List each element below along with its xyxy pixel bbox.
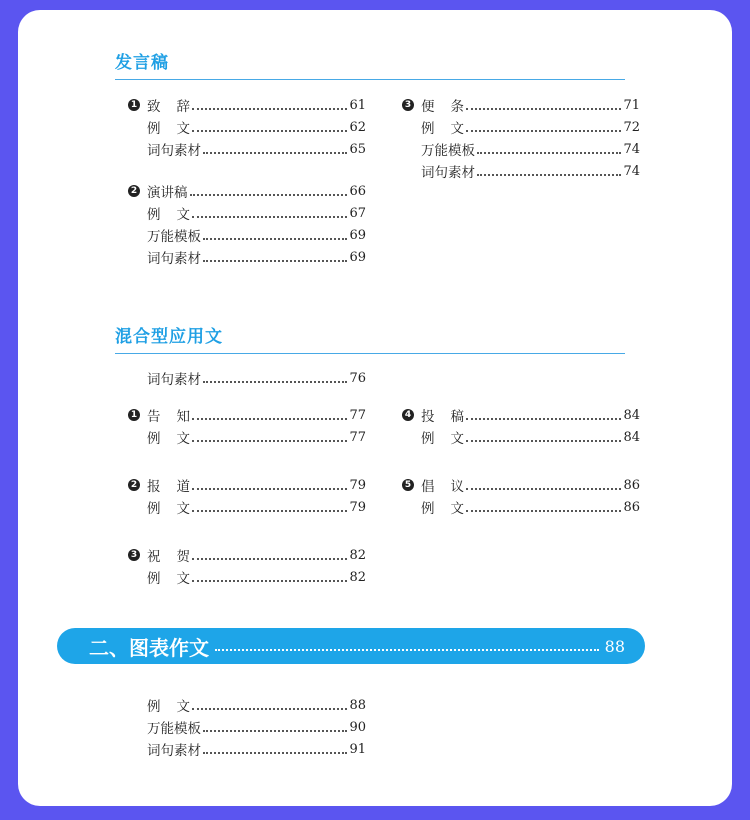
- toc-entry-label: 例文: [147, 501, 206, 517]
- chapter-page: 88: [604, 636, 625, 656]
- toc-group: [128, 404, 366, 448]
- toc-entry-label: 例文: [147, 121, 206, 137]
- toc-entry[interactable]: [402, 496, 640, 518]
- leader-dots: [466, 510, 621, 512]
- chapter-entries: [128, 694, 366, 760]
- leader-dots: [190, 194, 348, 196]
- toc-entry-label: 演讲稿: [147, 185, 188, 201]
- toc-entry-page: 72: [623, 119, 640, 135]
- leader-dots: [466, 488, 621, 490]
- toc-entry-page: 61: [349, 97, 366, 113]
- leader-dots: [192, 488, 347, 490]
- toc-entry[interactable]: [128, 426, 366, 448]
- entry-number-badge: 2: [128, 185, 140, 197]
- toc-entry-page: 77: [349, 407, 366, 423]
- leader-dots: [192, 510, 347, 512]
- toc-entry-page: 69: [349, 249, 366, 265]
- leader-dots: [203, 752, 347, 754]
- toc-column-left: [128, 404, 366, 614]
- toc-group: [402, 474, 640, 518]
- toc-entry[interactable]: [128, 202, 366, 224]
- toc-entry-label: 词句素材: [421, 165, 475, 181]
- toc-entry-page: 79: [349, 499, 366, 515]
- toc-entry-label: 词句素材: [147, 372, 201, 388]
- toc-entry-page: 82: [349, 569, 366, 585]
- toc-entry[interactable]: [128, 367, 366, 389]
- toc-entry[interactable]: [128, 246, 366, 268]
- entry-number-badge: 1: [128, 409, 140, 421]
- toc-entry-label: 例文: [421, 121, 480, 137]
- toc-entry[interactable]: [402, 404, 640, 426]
- leader-dots: [192, 440, 347, 442]
- leader-dots: [203, 238, 347, 240]
- leader-dots: [466, 418, 621, 420]
- toc-entry[interactable]: [128, 180, 366, 202]
- toc-entry[interactable]: [128, 94, 366, 116]
- toc-entry-page: 82: [349, 547, 366, 563]
- toc-entry[interactable]: [128, 566, 366, 588]
- toc-entry-label: 例文: [421, 501, 480, 517]
- leader-dots: [192, 558, 347, 560]
- leader-dots: [215, 649, 599, 651]
- toc-entry-page: 90: [349, 719, 366, 735]
- toc-entry[interactable]: [128, 116, 366, 138]
- toc-entry[interactable]: [402, 138, 640, 160]
- toc-group: [402, 404, 640, 448]
- toc-entry-label: 告知: [147, 409, 206, 425]
- leader-dots: [466, 440, 621, 442]
- toc-entry-label: 致辞: [147, 99, 206, 115]
- toc-entry[interactable]: [128, 496, 366, 518]
- toc-entry-label: 例文: [147, 431, 206, 447]
- toc-entry-label: 祝贺: [147, 549, 206, 565]
- toc-entry[interactable]: [128, 404, 366, 426]
- leader-dots: [203, 730, 347, 732]
- leader-dots: [203, 260, 347, 262]
- toc-group: [128, 544, 366, 588]
- toc-entry-page: 88: [349, 697, 366, 713]
- toc-entry-label: 例文: [147, 207, 206, 223]
- toc-entry-page: 76: [349, 370, 366, 386]
- toc-entry-label: 报道: [147, 479, 206, 495]
- toc-entry-page: 86: [623, 499, 640, 515]
- entry-number-badge: 3: [402, 99, 414, 111]
- toc-entry[interactable]: [402, 94, 640, 116]
- toc-column-right: [402, 404, 640, 544]
- entry-number-badge: 5: [402, 479, 414, 491]
- toc-entry-label: 词句素材: [147, 143, 201, 159]
- leader-dots: [466, 130, 621, 132]
- toc-entry-label: 万能模板: [147, 721, 201, 737]
- toc-entry-page: 84: [623, 407, 640, 423]
- toc-entry[interactable]: [128, 474, 366, 496]
- leader-dots: [192, 130, 347, 132]
- toc-entry-label: 例文: [421, 431, 480, 447]
- toc-column-left: [128, 94, 366, 288]
- toc-entry-page: 67: [349, 205, 366, 221]
- section-title-mixed: 混合型应用文: [115, 322, 625, 354]
- leader-dots: [466, 108, 621, 110]
- leader-dots: [192, 708, 347, 710]
- toc-entry-label: 倡议: [421, 479, 480, 495]
- leader-dots: [203, 152, 347, 154]
- toc-entry[interactable]: [402, 474, 640, 496]
- leader-dots: [192, 108, 347, 110]
- toc-group: [128, 180, 366, 268]
- toc-entry-page: 77: [349, 429, 366, 445]
- leader-dots: [192, 216, 347, 218]
- toc-entry-page: 84: [623, 429, 640, 445]
- entry-number-badge: 2: [128, 479, 140, 491]
- toc-entry[interactable]: [402, 426, 640, 448]
- entry-number-badge: 3: [128, 549, 140, 561]
- leader-dots: [477, 174, 621, 176]
- leader-dots: [192, 418, 347, 420]
- toc-entry[interactable]: [128, 544, 366, 566]
- toc-entry-label: 例文: [147, 699, 206, 715]
- chapter-banner[interactable]: [57, 628, 645, 664]
- toc-intro-row: [128, 367, 366, 389]
- toc-entry-page: 91: [349, 741, 366, 757]
- chapter-title: 二、图表作文: [89, 635, 209, 660]
- toc-entry-label: 词句素材: [147, 251, 201, 267]
- toc-entry[interactable]: [128, 138, 366, 160]
- leader-dots: [477, 152, 621, 154]
- toc-entry-label: 万能模板: [147, 229, 201, 245]
- entry-number-badge: 1: [128, 99, 140, 111]
- toc-entry-label: 投稿: [421, 409, 480, 425]
- toc-entry-label: 万能模板: [421, 143, 475, 159]
- toc-column-right: [402, 94, 640, 202]
- toc-entry[interactable]: [128, 224, 366, 246]
- toc-entry-page: 66: [349, 183, 366, 199]
- toc-entry-page: 65: [349, 141, 366, 157]
- toc-entry[interactable]: [128, 694, 366, 716]
- toc-entry-page: 79: [349, 477, 366, 493]
- toc-entry-page: 62: [349, 119, 366, 135]
- toc-group: [128, 474, 366, 518]
- leader-dots: [192, 580, 347, 582]
- toc-entry-page: 86: [623, 477, 640, 493]
- toc-entry-label: 词句素材: [147, 743, 201, 759]
- toc-entry-page: 74: [623, 141, 640, 157]
- toc-entry[interactable]: [402, 160, 640, 182]
- toc-entry-page: 74: [623, 163, 640, 179]
- toc-entry[interactable]: [128, 738, 366, 760]
- toc-entry-page: 69: [349, 227, 366, 243]
- toc-entry[interactable]: [128, 716, 366, 738]
- toc-entry-page: 71: [623, 97, 640, 113]
- toc-group: [402, 94, 640, 182]
- toc-entry[interactable]: [402, 116, 640, 138]
- toc-entry-label: 例文: [147, 571, 206, 587]
- entry-number-badge: 4: [402, 409, 414, 421]
- toc-entry-label: 便条: [421, 99, 480, 115]
- section-title-speech: 发言稿: [115, 48, 625, 80]
- toc-group: [128, 94, 366, 160]
- leader-dots: [203, 381, 347, 383]
